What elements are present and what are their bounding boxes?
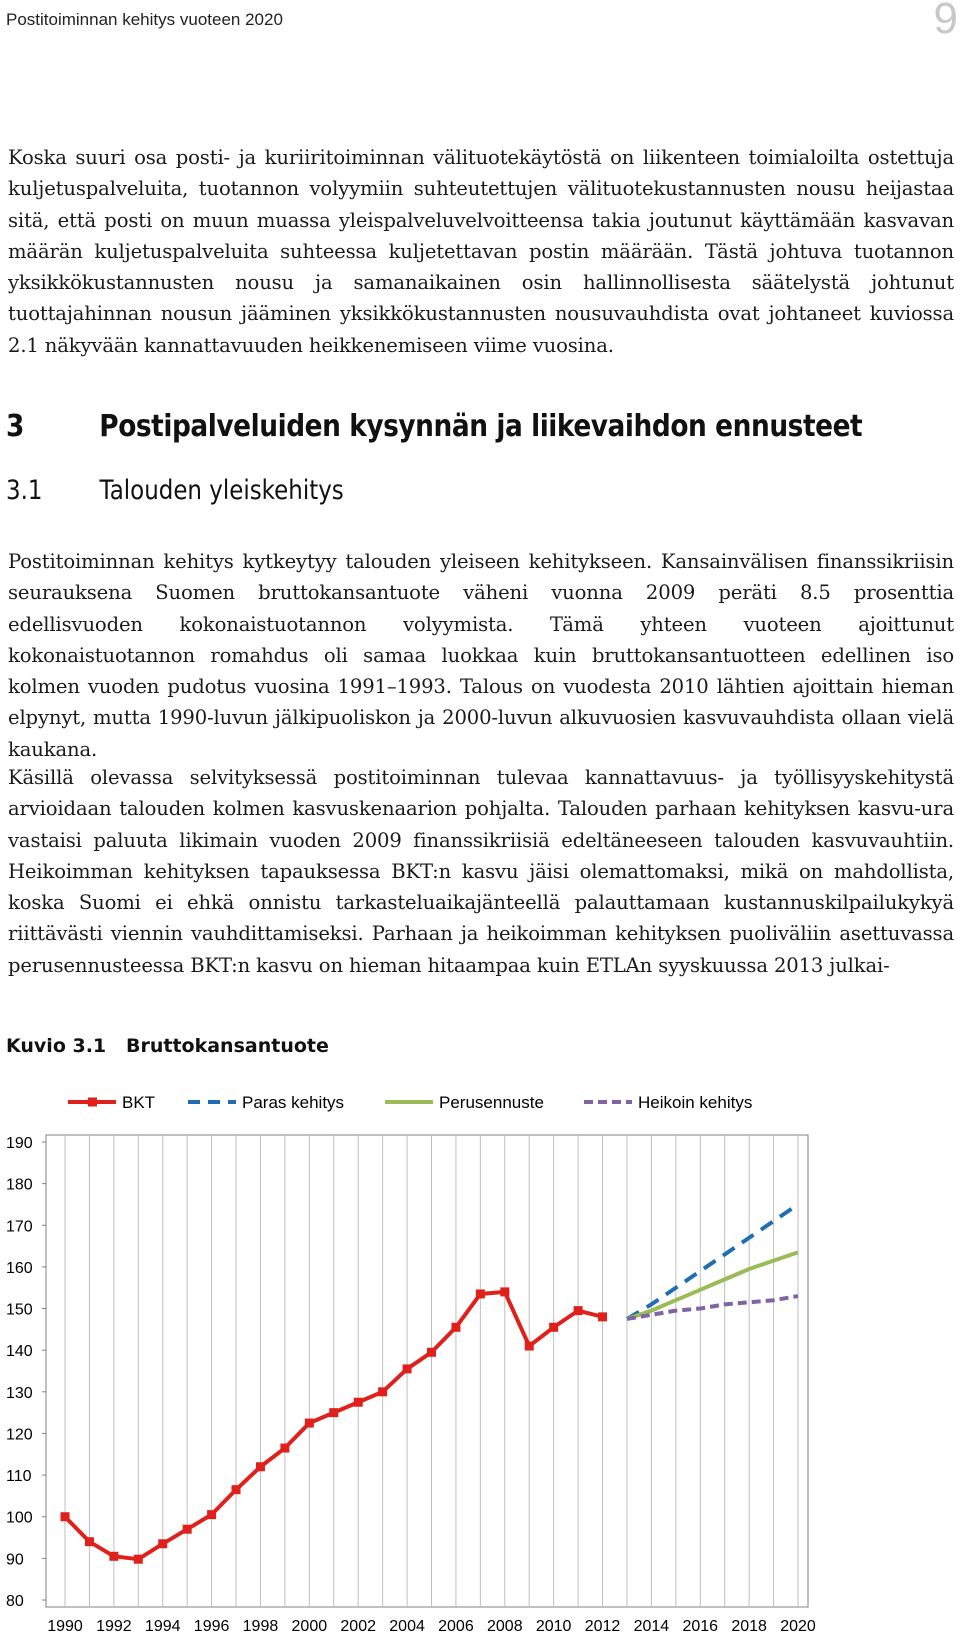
bkt-point-1990 (61, 1512, 70, 1521)
bkt-point-1992 (109, 1552, 118, 1561)
bkt-point-1994 (158, 1539, 167, 1548)
figure-caption (6, 1035, 329, 1057)
section-number: 3.1 (6, 475, 43, 506)
bkt-point-1991 (85, 1537, 94, 1546)
y-tick-label-180: 180 (6, 1176, 33, 1194)
body-paragraph-2: Postitoiminnan kehitys kytkeytyy talouden yleiseen kehitykseen. Kansainvälisen finanssikriisin seurauksena Suomen bruttokansantuote väheni vuonna 2009 peräti 8.5 prosenttia edellisvuoden kokonaistuotannon volyymista. Tämä yhteen vuoteen ajoittunut kokonaistuotannon romahdus oli samaa luokkaa kuin bruttokansantuotteen edellinen iso kolmen vuoden pudotus vuosina 1991–1993. Talous on vuodesta 2010 lähtien ajoittain hieman elpynyt, mutta 1990-luvun jälkipuoliskon ja 2000-luvun alkuvuosien kasvuvauhdista ollaan vielä kaukana. (8, 550, 954, 761)
bkt-point-1996 (207, 1510, 216, 1519)
figure-label: Kuvio 3.1 (6, 1035, 107, 1057)
series-line-heikoin-kehitys (627, 1296, 798, 1319)
bkt-point-2004 (403, 1364, 412, 1373)
bkt-point-1995 (183, 1525, 192, 1534)
section-heading (6, 475, 344, 506)
bkt-point-2001 (329, 1408, 338, 1417)
bkt-point-1997 (232, 1485, 241, 1494)
legend-marker-0 (88, 1098, 97, 1107)
y-tick-label-160: 160 (6, 1259, 33, 1277)
x-tick-label-1996: 1996 (193, 1618, 230, 1635)
plot-frame (46, 1135, 808, 1607)
body-paragraph-3: Käsillä olevassa selvityksessä postitoiminnan tulevaa kannattavuus- ja työllisyyskehitystä arvioidaan talouden kolmen kasvuskenaarion pohjalta. Talouden parhaan kehityksen kasvu-ura vastaisi paluuta likimain vuoden 2009 finanssikriisiä edeltäneeseen talouden kasvuvauhtiin. Heikoimman kehityksen tapauksessa BKT:n kasvu jäisi olemattomaksi, mikä on mahdollista, koska Suomi ei ehkä onnistu tarkasteluaikajänteellä palauttamaan kustannuskilpailukykyä riittävästi viennin vauhdittamiseksi. Parhaan ja heikoimman kehityksen puoliväliin asettuvassa perusennusteessa BKT:n kasvu on hieman hitaampaa kuin ETLAn syyskuussa 2013 julkai- (8, 766, 954, 977)
y-tick-label-90: 90 (6, 1551, 24, 1569)
chapter-number: 3 (6, 409, 24, 444)
figure-title: Bruttokansantuote (126, 1035, 329, 1057)
legend-label-0: BKT (122, 1093, 156, 1112)
bkt-point-2012 (598, 1312, 607, 1321)
x-tick-label-2004: 2004 (389, 1618, 425, 1635)
bkt-point-1998 (256, 1462, 265, 1471)
bkt-point-2003 (378, 1387, 387, 1396)
chapter-heading (6, 409, 862, 444)
y-tick-label-190: 190 (6, 1135, 33, 1152)
bkt-point-2002 (354, 1398, 363, 1407)
body-paragraph-1: Koska suuri osa posti- ja kuriiritoiminnan välituotekäytöstä on liikenteen toimialoilta ostettuja kuljetuspalveluita, tuotannon volyymiin suhteutettujen välituotekustannusten nousu heijastaa sitä, että posti on muun muassa yleispalveluvelvoitteensa takia joutunut käyttämään kasvavan määrän kuljetuspalveluita suhteessa kuljetettavan postin määrään. Tästä johtuva tuotannon yksikkökustannusten nousu ja samanaikainen osin hallinnollisesta säätelystä johtunut tuottajahinnan nousun jääminen yksikkökustannusten nousuvauhdista ovat johtaneet kuviossa 2.1 näkyvään kannattavuuden heikkenemiseen viime vuosina. (8, 146, 954, 357)
bkt-point-1999 (280, 1444, 289, 1453)
running-head: Postitoiminnan kehitys vuoteen 2020 (6, 10, 283, 29)
x-tick-label-1998: 1998 (242, 1618, 279, 1635)
section-title: Talouden yleiskehitys (99, 475, 344, 506)
x-tick-label-2016: 2016 (682, 1618, 719, 1635)
x-tick-label-2002: 2002 (340, 1618, 376, 1635)
x-tick-label-2018: 2018 (731, 1618, 767, 1635)
y-tick-label-130: 130 (6, 1384, 33, 1402)
x-tick-label-1990: 1990 (47, 1618, 83, 1635)
legend-label-1: Paras kehitys (242, 1093, 345, 1112)
chapter-title: Postipalveluiden kysynnän ja liikevaihdon ennusteet (99, 409, 863, 444)
x-tick-label-2014: 2014 (633, 1618, 670, 1635)
legend-label-3: Heikoin kehitys (638, 1093, 753, 1112)
x-tick-label-2008: 2008 (487, 1618, 523, 1635)
y-tick-label-120: 120 (6, 1426, 33, 1444)
page-number: 9 (933, 0, 958, 43)
x-tick-label-1992: 1992 (96, 1618, 132, 1635)
bkt-point-2005 (427, 1348, 436, 1357)
bkt-point-1993 (134, 1555, 143, 1564)
bkt-point-2011 (574, 1306, 583, 1315)
y-tick-label-80: 80 (6, 1593, 24, 1610)
bkt-point-2000 (305, 1419, 314, 1428)
y-tick-label-150: 150 (6, 1301, 33, 1319)
y-tick-label-170: 170 (6, 1218, 33, 1236)
bkt-point-2010 (549, 1323, 558, 1332)
bkt-point-2008 (500, 1287, 509, 1296)
x-tick-label-2006: 2006 (438, 1618, 474, 1635)
y-tick-label-100: 100 (6, 1509, 33, 1527)
x-tick-label-2000: 2000 (291, 1618, 328, 1635)
x-tick-label-1994: 1994 (144, 1618, 181, 1635)
y-tick-label-140: 140 (6, 1343, 33, 1361)
x-tick-label-2012: 2012 (584, 1618, 621, 1635)
y-tick-label-110: 110 (6, 1468, 32, 1486)
legend-label-2: Perusennuste (439, 1093, 544, 1112)
bkt-point-2006 (451, 1323, 460, 1332)
gdp-line-chart (0, 1080, 960, 1635)
bkt-point-2007 (476, 1289, 485, 1298)
x-tick-label-2020: 2020 (780, 1618, 816, 1635)
x-tick-label-2010: 2010 (535, 1618, 572, 1635)
bkt-point-2009 (525, 1342, 534, 1351)
